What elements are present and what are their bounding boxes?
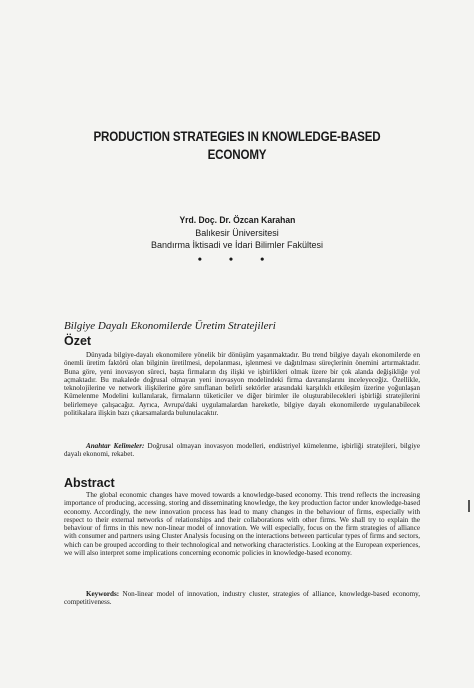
- author-faculty: Bandırma İktisadi ve İdari Bilimler Fakültesi: [150, 240, 324, 250]
- ozet-heading: Özet: [64, 334, 92, 348]
- turkish-title: Bilgiye Dayalı Ekonomilerde Üretim Stratejileri: [64, 320, 276, 332]
- english-keywords-label: Keywords:: [86, 590, 120, 598]
- abstract-heading: Abstract: [64, 476, 115, 490]
- abstract-body: The global economic changes have moved towards a knowledge-based economy. This trend reflects the increasing importance of producing, accessing, storing and disseminating knowledge, the key production factor under knowledge-based economy. Accordingly, the new innovation process has lead to many changes in the behaviour of firms, especially with respect to their external networks of relationships and their collaborations with other firms. We shall try to explain the behaviour of firms in this new non-linear model of innovation. We will especially, focus on the firm strategies of alliance with consumer and partners using Cluster Analysis focusing on the interactions between particular types of firms and sectors, which can be grouped according to their technological and networking characteristics. Looking at the European experiences, we will also interpret some implications concerning economic policies in knowledge-based economy.: [64, 491, 420, 557]
- section-separator: • • •: [197, 252, 277, 266]
- ozet-body: Dünyada bilgiye-dayalı ekonomilere yönelik bir dönüşüm yaşanmaktadır. Bu trend bilgiye dayalı ekonomilerde en önemli üretim faktörü olan bilginin üretilmesi, depolanması, işlenmesi ve dağıtılması süreçlerinin önemini artırmaktadır. Buna göre, yeni inovasyon süreci, başta firmaların dış ilişki ve işbirlikleri olmak üzere bir çok alanda değişikliğe yol açmaktadır. Bu makalede doğrusal olmayan yeni inovasyon modelindeki firma davranışlarını inceleyeceğiz. Özellikle, teknolojilerine ve network ilişkilerine göre sınıflanan belirli sektörler arasındaki karşılıklı etkileşim üzerine yoğunlaşan Kümelenme Modelini kullanılarak, firmaların tüketiciler ve diğer birimler ile oluşturabilecekleri işbirliği stratejilerini belirlemeye çalışacağız. Ayrıca, Avrupa'daki uygulamalardan hareketle, bilgiye dayalı ekonomilerde uygulanabilecek politikalara ilişkin bazı çıkarsamalarda bulunulacaktır.: [64, 351, 420, 417]
- english-keywords-text: Non-linear model of innovation, industry cluster, strategies of alliance, knowledge-based economy, competitiveness.: [64, 590, 420, 607]
- author-name: Yrd. Doç. Dr. Özcan Karahan: [179, 215, 295, 226]
- english-keywords: [64, 590, 420, 607]
- turkish-keywords-text: Doğrusal olmayan inovasyon modelleri, endüstriyel kümelenme, işbirliği stratejileri, bilgiye dayalı ekonomi, rekabet.: [64, 442, 420, 459]
- title-line-1: PRODUCTION STRATEGIES IN KNOWLEDGE-BASED: [93, 129, 381, 144]
- paper-title: [85, 128, 389, 164]
- author-block: [120, 214, 354, 251]
- turkish-keywords-label: Anahtar Kelimeler:: [86, 442, 145, 450]
- author-university: Balıkesir Üniversitesi: [195, 228, 279, 238]
- scan-edge-mark: [468, 500, 470, 512]
- title-line-2: ECONOMY: [207, 147, 267, 162]
- turkish-keywords: [64, 442, 420, 459]
